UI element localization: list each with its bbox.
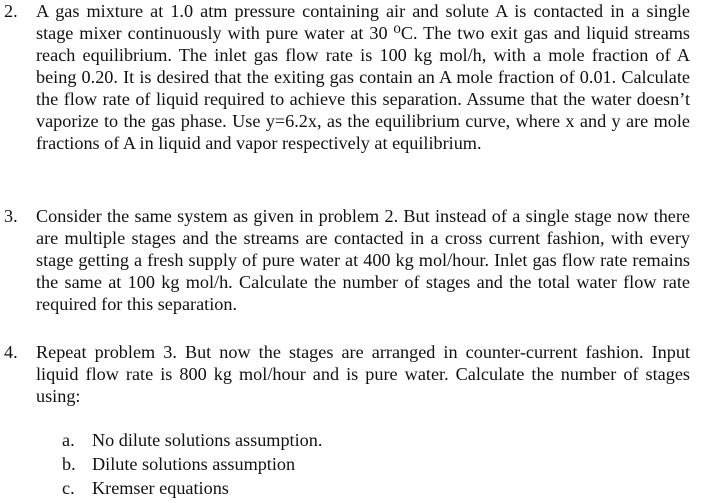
subitem-list	[62, 429, 662, 501]
list-item-label: b.	[62, 454, 76, 474]
list-item-label: a.	[62, 430, 75, 450]
problem-number: 3.	[4, 206, 18, 226]
list-item	[62, 453, 662, 477]
list-item-text: No dilute solutions assumption.	[92, 430, 323, 450]
list-item	[62, 477, 662, 501]
problem-text: Consider the same system as given in problem 2. But instead of a single stage now there are multiple stages and the streams are contacted in a cross current fashion, with every stage getting a fresh supply of pure water at 400 kg mol/hour. Inlet gas flow rate remains the same at 100 kg mol/h. Calculate the number of stages and the total water flow rate required for this separation.	[36, 206, 690, 314]
list-item-text: Kremser equations	[92, 478, 229, 498]
problem-text: Repeat problem 3. But now the stages are arranged in counter-current fashion. Input liquid flow rate is 800 kg mol/hour and is pure water. Calculate the number of stages using:	[36, 342, 690, 406]
problem-text: A gas mixture at 1.0 atm pressure containing air and solute A is contacted in a single stage mixer continuously with pure water at 30 ⁰C. The two exit gas and liquid streams reach equilibrium. The inlet gas flow rate is 100 kg mol/h, with a mole fraction of A being 0.20. It is desired that the exiting gas contain an A mole fraction of 0.01. Calculate the flow rate of liquid required to achieve this separation. Assume that the water doesn’t vaporize to the gas phase. Use y=6.2x, as the equilibrium curve, where x and y are mole fractions of A in liquid and vapor respectively at equilibrium.	[36, 1, 690, 153]
list-item-label: c.	[62, 478, 75, 498]
problem-number: 4.	[4, 342, 18, 362]
list-item-text: Dilute solutions assumption	[92, 454, 296, 474]
list-item	[62, 429, 662, 453]
problem-number: 2.	[4, 1, 18, 21]
